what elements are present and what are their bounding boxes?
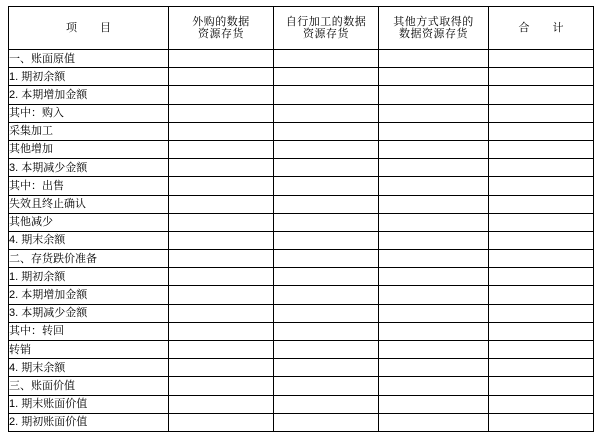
row-label: 其中：出售 (9, 177, 169, 195)
column-header-line: 其他方式取得的 (393, 15, 474, 28)
cell-total[interactable] (489, 341, 594, 359)
column-header-line: 资源存货 (198, 28, 244, 40)
cell-d1[interactable] (169, 413, 274, 431)
cell-d3[interactable] (379, 395, 489, 413)
table-row (9, 322, 594, 340)
row-label: 3. 本期减少金额 (9, 304, 169, 322)
cell-d3[interactable] (379, 122, 489, 140)
cell-d1[interactable] (169, 195, 274, 213)
cell-d3[interactable] (379, 341, 489, 359)
cell-d3[interactable] (379, 322, 489, 340)
table-row (9, 122, 594, 140)
cell-d2[interactable] (274, 122, 379, 140)
cell-total[interactable] (489, 413, 594, 431)
cell-d3[interactable] (379, 304, 489, 322)
cell-d1[interactable] (169, 341, 274, 359)
cell-d2[interactable] (274, 286, 379, 304)
cell-d2[interactable] (274, 86, 379, 104)
table-row (9, 68, 594, 86)
cell-d3[interactable] (379, 104, 489, 122)
cell-d1[interactable] (169, 304, 274, 322)
table-row (9, 304, 594, 322)
cell-total[interactable] (489, 177, 594, 195)
cell-d3[interactable] (379, 359, 489, 377)
cell-d3[interactable] (379, 213, 489, 231)
table-row (9, 86, 594, 104)
cell-d2[interactable] (274, 304, 379, 322)
row-label: 其他增加 (9, 140, 169, 158)
cell-d1[interactable] (169, 104, 274, 122)
table-row (9, 359, 594, 377)
cell-d3[interactable] (379, 86, 489, 104)
table-body (9, 50, 594, 432)
row-label: 采集加工 (9, 122, 169, 140)
table-row (9, 195, 594, 213)
cell-total[interactable] (489, 122, 594, 140)
column-header-text-d1 (169, 16, 273, 40)
cell-total[interactable] (489, 304, 594, 322)
cell-d1[interactable] (169, 122, 274, 140)
column-header-line: 资源存货 (303, 28, 349, 40)
row-label: 2. 期初账面价值 (9, 413, 169, 431)
cell-d2[interactable] (274, 140, 379, 158)
cell-total[interactable] (489, 104, 594, 122)
cell-d1[interactable] (169, 50, 274, 68)
table-header (9, 7, 594, 50)
row-label: 三、账面价值 (9, 377, 169, 395)
table-row (9, 177, 594, 195)
row-label: 2. 本期增加金额 (9, 86, 169, 104)
cell-d2[interactable] (274, 413, 379, 431)
column-header-line: 项 目 (66, 21, 117, 34)
table-row (9, 268, 594, 286)
data-resource-inventory-table (8, 6, 594, 432)
table-row (9, 413, 594, 431)
column-header-text-item (9, 22, 168, 34)
cell-d3[interactable] (379, 231, 489, 249)
cell-d2[interactable] (274, 231, 379, 249)
table-row (9, 231, 594, 249)
column-header-text-d2 (274, 16, 378, 40)
cell-d2[interactable] (274, 359, 379, 377)
row-label: 二、存货跌价准备 (9, 250, 169, 268)
table-row (9, 341, 594, 359)
cell-d1[interactable] (169, 177, 274, 195)
column-header-line: 自行加工的数据 (285, 15, 367, 28)
row-label: 一、账面原值 (9, 50, 169, 68)
row-label: 4. 期末余额 (9, 231, 169, 249)
cell-d3[interactable] (379, 377, 489, 395)
cell-d2[interactable] (274, 213, 379, 231)
row-label: 其中：转回 (9, 322, 169, 340)
cell-total[interactable] (489, 213, 594, 231)
table-row (9, 250, 594, 268)
cell-d3[interactable] (379, 159, 489, 177)
cell-d3[interactable] (379, 413, 489, 431)
cell-d2[interactable] (274, 50, 379, 68)
cell-d3[interactable] (379, 195, 489, 213)
cell-d2[interactable] (274, 177, 379, 195)
cell-total[interactable] (489, 195, 594, 213)
table-row (9, 159, 594, 177)
cell-total[interactable] (489, 250, 594, 268)
column-header-text-d3 (379, 16, 488, 40)
cell-d3[interactable] (379, 50, 489, 68)
cell-d2[interactable] (274, 322, 379, 340)
table-row (9, 377, 594, 395)
column-header-total (489, 7, 594, 50)
table-row (9, 50, 594, 68)
column-header-line: 外购的数据 (192, 15, 250, 28)
table-row (9, 213, 594, 231)
cell-d2[interactable] (274, 104, 379, 122)
row-label: 1. 期末账面价值 (9, 395, 169, 413)
cell-total[interactable] (489, 377, 594, 395)
cell-total[interactable] (489, 268, 594, 286)
cell-d1[interactable] (169, 159, 274, 177)
row-label: 失效且终止确认 (9, 195, 169, 213)
cell-total[interactable] (489, 322, 594, 340)
cell-d2[interactable] (274, 268, 379, 286)
cell-total[interactable] (489, 286, 594, 304)
cell-d1[interactable] (169, 286, 274, 304)
cell-d2[interactable] (274, 377, 379, 395)
cell-d2[interactable] (274, 395, 379, 413)
table-row (9, 395, 594, 413)
cell-d1[interactable] (169, 86, 274, 104)
cell-d2[interactable] (274, 250, 379, 268)
cell-total[interactable] (489, 86, 594, 104)
cell-d2[interactable] (274, 159, 379, 177)
cell-d1[interactable] (169, 213, 274, 231)
row-label: 其中：购入 (9, 104, 169, 122)
cell-total[interactable] (489, 140, 594, 158)
row-label: 其他减少 (9, 213, 169, 231)
cell-d2[interactable] (274, 68, 379, 86)
cell-d1[interactable] (169, 322, 274, 340)
table-row (9, 104, 594, 122)
column-header-d3 (379, 7, 489, 50)
column-header-d2 (274, 7, 379, 50)
cell-d3[interactable] (379, 68, 489, 86)
cell-d3[interactable] (379, 268, 489, 286)
cell-d3[interactable] (379, 140, 489, 158)
cell-d1[interactable] (169, 68, 274, 86)
cell-d3[interactable] (379, 286, 489, 304)
cell-d3[interactable] (379, 177, 489, 195)
table-header-row (9, 7, 594, 50)
column-header-d1 (169, 7, 274, 50)
row-label: 3. 本期减少金额 (9, 159, 169, 177)
row-label: 1. 期初余额 (9, 268, 169, 286)
cell-total[interactable] (489, 68, 594, 86)
column-header-item (9, 7, 169, 50)
cell-d1[interactable] (169, 395, 274, 413)
cell-d2[interactable] (274, 341, 379, 359)
row-label: 2. 本期增加金额 (9, 286, 169, 304)
cell-total[interactable] (489, 359, 594, 377)
cell-d1[interactable] (169, 140, 274, 158)
column-header-line: 合 计 (518, 21, 570, 34)
table-row (9, 140, 594, 158)
row-label: 4. 期末余额 (9, 359, 169, 377)
table-row (9, 286, 594, 304)
cell-d1[interactable] (169, 377, 274, 395)
cell-total[interactable] (489, 50, 594, 68)
cell-d3[interactable] (379, 250, 489, 268)
cell-total[interactable] (489, 395, 594, 413)
cell-d1[interactable] (169, 268, 274, 286)
row-label: 转销 (9, 341, 169, 359)
cell-d2[interactable] (274, 195, 379, 213)
row-label: 1. 期初余额 (9, 68, 169, 86)
column-header-line: 数据资源存货 (399, 28, 468, 40)
cell-d1[interactable] (169, 250, 274, 268)
cell-d1[interactable] (169, 231, 274, 249)
column-header-text-total (489, 22, 593, 34)
cell-total[interactable] (489, 231, 594, 249)
cell-total[interactable] (489, 159, 594, 177)
cell-d1[interactable] (169, 359, 274, 377)
